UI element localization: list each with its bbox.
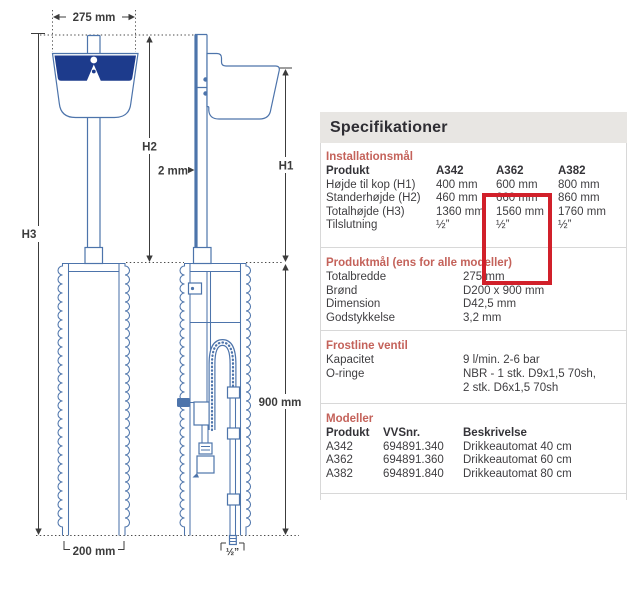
section-title: Frostline ventil — [326, 340, 408, 353]
row-value: D200 x 900 mm — [463, 284, 545, 297]
dimension-h2 — [138, 37, 161, 261]
col-a342: A342 — [436, 165, 464, 177]
dim-2mm-label: 2 mm — [157, 165, 188, 178]
row-label: Dimension — [326, 298, 381, 311]
table-row — [326, 192, 620, 206]
model-beskrivelse: Drikkeautomat 60 cm — [463, 454, 572, 467]
row-value: 2 stk. D6x1,5 70sh — [463, 381, 559, 394]
section-modeller — [321, 404, 626, 493]
section-frostline — [321, 331, 626, 404]
value-a382: ½” — [558, 219, 572, 232]
table-row — [326, 285, 620, 299]
specifications-panel — [320, 112, 627, 500]
pipe-coupling — [228, 494, 240, 505]
row-label: O-ringe — [326, 367, 365, 380]
row-label: Kapacitet — [326, 354, 374, 367]
row-label: Totalbredde — [326, 270, 387, 283]
section-produktmaal — [321, 248, 626, 331]
table-header-row — [326, 165, 620, 179]
value-a342: 460 mm — [436, 192, 478, 205]
table-row — [326, 271, 620, 285]
bubbler-dot — [92, 70, 96, 74]
value-a362: 600 mm — [496, 178, 538, 191]
row-value: 275 mm — [463, 270, 505, 283]
valve-nozzle — [199, 443, 212, 454]
row-value: 9 l/min. 2-6 bar — [463, 354, 540, 367]
model-vvsnr: 694891.340 — [383, 440, 444, 453]
row-label: Standerhøjde (H2) — [326, 192, 421, 205]
model-vvsnr: 694891.360 — [383, 454, 444, 467]
dim-200-label: 200 mm — [72, 546, 116, 558]
valve-lower-body — [197, 456, 214, 473]
row-value: 3,2 mm — [463, 311, 502, 324]
value-a342: 1360 mm — [436, 205, 484, 218]
dimension-200mm — [64, 541, 124, 558]
table-row — [326, 454, 620, 468]
row-value: D42,5 mm — [463, 298, 517, 311]
dim-900-label: 900 mm — [258, 397, 302, 409]
spec-header-bar — [320, 112, 627, 143]
dim-h1-label: H1 — [278, 160, 294, 173]
table-row — [326, 206, 620, 220]
row-label: Totalhøjde (H3) — [326, 205, 405, 218]
col-produkt: Produkt — [326, 165, 370, 177]
dim-275-label: 275 mm — [72, 12, 116, 24]
row-value: NBR - 1 stk. D9x1,5 70sh, — [463, 367, 596, 380]
table-row — [326, 468, 620, 482]
table-row — [326, 179, 620, 193]
model-produkt: A342 — [326, 440, 353, 453]
well-side — [177, 264, 251, 545]
col-vvsnr: VVSnr. — [383, 427, 421, 440]
value-a362: 660 mm — [496, 192, 538, 205]
post-collar-side — [194, 248, 212, 264]
bowl-side-profile — [207, 54, 279, 120]
section-title: Modeller — [326, 413, 374, 426]
table-row — [326, 382, 620, 396]
table-row — [326, 368, 620, 382]
dimension-h3 — [19, 34, 45, 535]
threaded-fitting — [230, 536, 237, 545]
valve-handle — [177, 398, 190, 407]
value-a362: 1560 mm — [496, 205, 544, 218]
spec-body — [320, 143, 627, 500]
col-produkt: Produkt — [326, 427, 370, 440]
side-view — [194, 35, 280, 264]
table-header-row — [326, 427, 620, 441]
model-produkt: A362 — [326, 454, 353, 467]
pipe-coupling — [228, 428, 240, 439]
valve-spout — [193, 473, 200, 478]
valve-body — [194, 402, 210, 425]
post-collar-front — [85, 248, 103, 264]
col-a362: A362 — [496, 165, 524, 177]
table-row — [326, 441, 620, 455]
value-a382: 1760 mm — [558, 205, 606, 218]
value-a342: 400 mm — [436, 178, 478, 191]
dim-h2-label: H2 — [142, 141, 157, 154]
col-beskrivelse: Beskrivelse — [463, 427, 527, 440]
riser-pipe — [228, 387, 240, 545]
model-beskrivelse: Drikkeautomat 40 cm — [463, 440, 572, 453]
table-row — [326, 219, 620, 233]
dim-h3-label: H3 — [21, 229, 37, 241]
section-title: Produktmål (ens for alle modeller) — [326, 256, 512, 269]
row-label: Godstykkelse — [326, 311, 396, 324]
product-technical-drawing — [0, 0, 320, 600]
value-a382: 860 mm — [558, 192, 600, 205]
well-front — [58, 264, 130, 536]
table-row — [326, 354, 620, 368]
spec-title: Specifikationer — [330, 118, 448, 136]
dimension-900mm — [255, 265, 305, 534]
table-row — [326, 298, 620, 312]
value-a382: 800 mm — [558, 178, 600, 191]
dimension-h1 — [274, 68, 297, 261]
section-title: Installationsmål — [326, 151, 413, 163]
col-a382: A382 — [558, 165, 586, 177]
table-row — [326, 312, 620, 326]
model-beskrivelse: Drikkeautomat 80 cm — [463, 467, 572, 480]
model-produkt: A382 — [326, 467, 353, 480]
model-vvsnr: 694891.840 — [383, 467, 444, 480]
value-a342: ½” — [436, 219, 450, 232]
front-view — [53, 36, 139, 264]
row-label — [326, 382, 463, 396]
junction-box — [189, 283, 202, 294]
row-label: Højde til kop (H1) — [326, 178, 416, 191]
dimension-2mm — [158, 166, 194, 178]
bubbler-ball-icon — [90, 57, 97, 64]
dimension-half-inch — [221, 543, 244, 558]
row-label: Brønd — [326, 284, 358, 297]
value-a362: ½” — [496, 219, 510, 232]
section-installationsmaal — [321, 143, 626, 248]
dim-half-label: ½” — [225, 547, 240, 558]
dimension-275mm — [54, 10, 134, 24]
row-label: Tilslutning — [326, 219, 378, 232]
junction-dot — [191, 287, 194, 290]
